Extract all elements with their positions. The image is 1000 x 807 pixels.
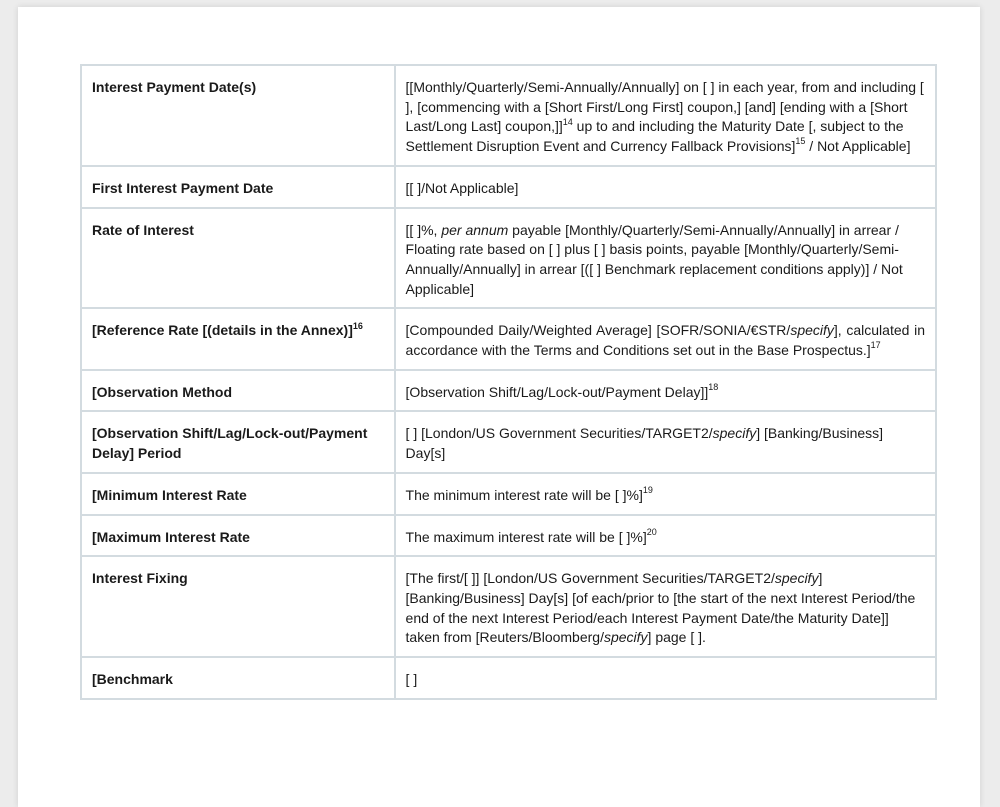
row-value: [The first/[ ]] [London/US Government Securities/TARGET2/specify] [Banking/Business] Day[s] [of each/prior to [the start of the next Interest Period/the end of the next Interest Period/each Interest Payment Date/the Maturity Date]] taken from [Reuters/Bloomberg/specify] page [ ].: [396, 557, 935, 656]
row-value: [Observation Shift/Lag/Lock-out/Payment Delay]]$^{18}$: [396, 371, 935, 411]
table-row: [82, 658, 935, 698]
table-row: [82, 412, 935, 471]
footnote-ref: 20: [646, 526, 657, 537]
row-value: The minimum interest rate will be [ ]%]$^{19}$: [396, 474, 935, 514]
footnote-ref: 14: [562, 116, 573, 127]
footnote-ref: 16: [352, 320, 363, 331]
row-label: [Observation Shift/Lag/Lock-out/Payment Delay] Period: [82, 412, 394, 471]
table-row: [82, 167, 935, 207]
footnote-ref: 19: [642, 485, 653, 496]
row-label: [Reference Rate [(details in the Annex)]$^{16}$: [82, 309, 394, 368]
footnote-ref: 18: [708, 382, 719, 393]
row-label: Interest Fixing: [82, 557, 394, 656]
table-row: [82, 209, 935, 308]
row-label: Interest Payment Date(s): [82, 66, 394, 165]
table-row: [82, 309, 935, 368]
table-row: [82, 66, 935, 165]
row-label: [Benchmark: [82, 658, 394, 698]
row-value: [[Monthly/Quarterly/Semi-Annually/Annually] on [ ] in each year, from and including [ ], [commencing with a [Short First/Long First] coupon,] [and] [ending with a [Short Last/Long Last] coupon,]]$^{14}$ up to and including the Maturity Date [, subject to the Settlement Disruption Event and Currency Fallback Provisions]$^{15}$ / Not Applicable]: [396, 66, 935, 165]
table-row: [82, 371, 935, 411]
row-value: [[ ]/Not Applicable]: [396, 167, 935, 207]
footnote-ref: 15: [795, 136, 806, 147]
terms-table: [80, 64, 937, 700]
table-row: [82, 474, 935, 514]
row-value: [ ]: [396, 658, 935, 698]
row-label: [Observation Method: [82, 371, 394, 411]
row-value: [Compounded Daily/Weighted Average] [SOFR/SONIA/€STR/specify], calculated in accordance with the Terms and Conditions set out in the Base Prospectus.]$^{17}$: [396, 309, 935, 368]
row-label: Rate of Interest: [82, 209, 394, 308]
footnote-ref: 17: [870, 340, 881, 351]
table-row: [82, 557, 935, 656]
row-label: First Interest Payment Date: [82, 167, 394, 207]
table-row: [82, 516, 935, 556]
document-page: [18, 7, 980, 807]
row-value: [ ] [London/US Government Securities/TARGET2/specify] [Banking/Business] Day[s]: [396, 412, 935, 471]
row-label: [Maximum Interest Rate: [82, 516, 394, 556]
row-label: [Minimum Interest Rate: [82, 474, 394, 514]
row-value: [[ ]%, per annum payable [Monthly/Quarterly/Semi-Annually/Annually] in arrear / Floating rate based on [ ] plus [ ] basis points, payable [Monthly/Quarterly/Semi-Annually/Annually] in arrear [([ ] Benchmark replacement conditions apply)] / Not Applicable]: [396, 209, 935, 308]
row-value: The maximum interest rate will be [ ]%]$^{20}$: [396, 516, 935, 556]
